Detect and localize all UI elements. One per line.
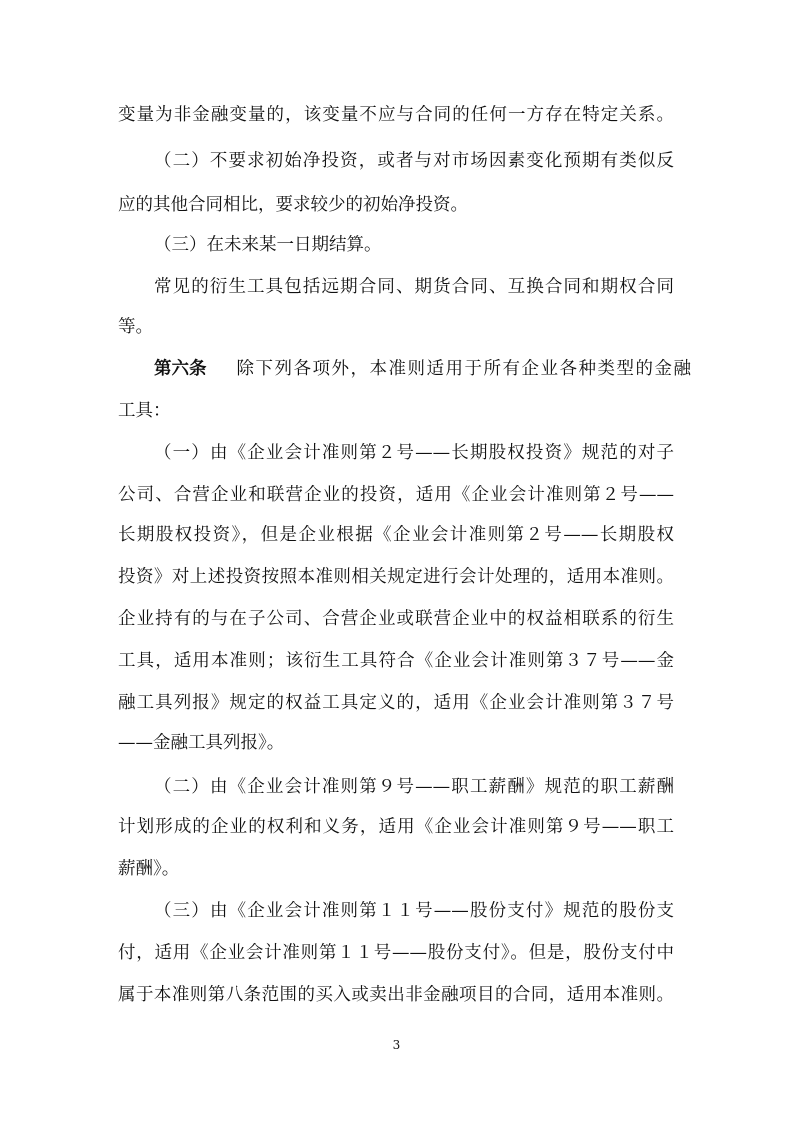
text-line: 长期股权投资》，但是企业根据《企业会计准则第２号——长期股权 (118, 525, 674, 545)
text-line: 属于本准则第八条范围的买入或卖出非金融项目的合同，适用本准则。 (118, 985, 674, 1005)
text-line: 工具，适用本准则；该衍生工具符合《企业会计准则第３７号——金 (118, 651, 674, 671)
text-line: 工具： (118, 401, 171, 421)
text-line: 薪酬》。 (118, 859, 180, 879)
text-line: 常见的衍生工具包括远期合同、期货合同、互换合同和期权合同 (154, 277, 674, 297)
text-line: 投资》对上述投资按照本准则相关规定进行会计处理的，适用本准则。 (118, 567, 674, 587)
text-line: 等。 (118, 317, 153, 337)
text-line: 公司、合营企业和联营企业的投资，适用《企业会计准则第２号—— (118, 485, 674, 505)
text-line: （二）不要求初始净投资，或者与对市场因素变化预期有类似反 (154, 151, 674, 171)
text-line: 企业持有的与在子公司、合营企业或联营企业中的权益相联系的衍生 (118, 609, 674, 629)
text-line: 计划形成的企业的权利和义务，适用《企业会计准则第９号——职工 (118, 817, 674, 837)
text-line: （三）由《企业会计准则第１１号——股份支付》规范的股份支 (154, 901, 674, 921)
text-line: （一）由《企业会计准则第２号——长期股权投资》规范的对子 (154, 443, 674, 463)
text-line: 融工具列报》规定的权益工具定义的，适用《企业会计准则第３７号 (118, 693, 674, 713)
text-line: （二）由《企业会计准则第９号——职工薪酬》规范的职工薪酬 (154, 777, 674, 797)
text-line: （三）在未来某一日期结算。 (154, 235, 382, 255)
text-line: 应的其他合同相比，要求较少的初始净投资。 (118, 195, 468, 215)
article-paragraph (154, 354, 693, 384)
text-line: 付，适用《企业会计准则第１１号——股份支付》。但是，股份支付中 (118, 943, 674, 963)
text-line: 变量为非金融变量的，该变量不应与合同的任何一方存在特定关系。 (118, 105, 674, 125)
article-heading: 第六条 (154, 359, 207, 379)
page-number: 3 (392, 1038, 401, 1052)
text-line: ——金融工具列报》。 (118, 733, 285, 753)
text-line: 除下列各项外，本准则适用于所有企业各种类型的金融 (236, 359, 693, 379)
